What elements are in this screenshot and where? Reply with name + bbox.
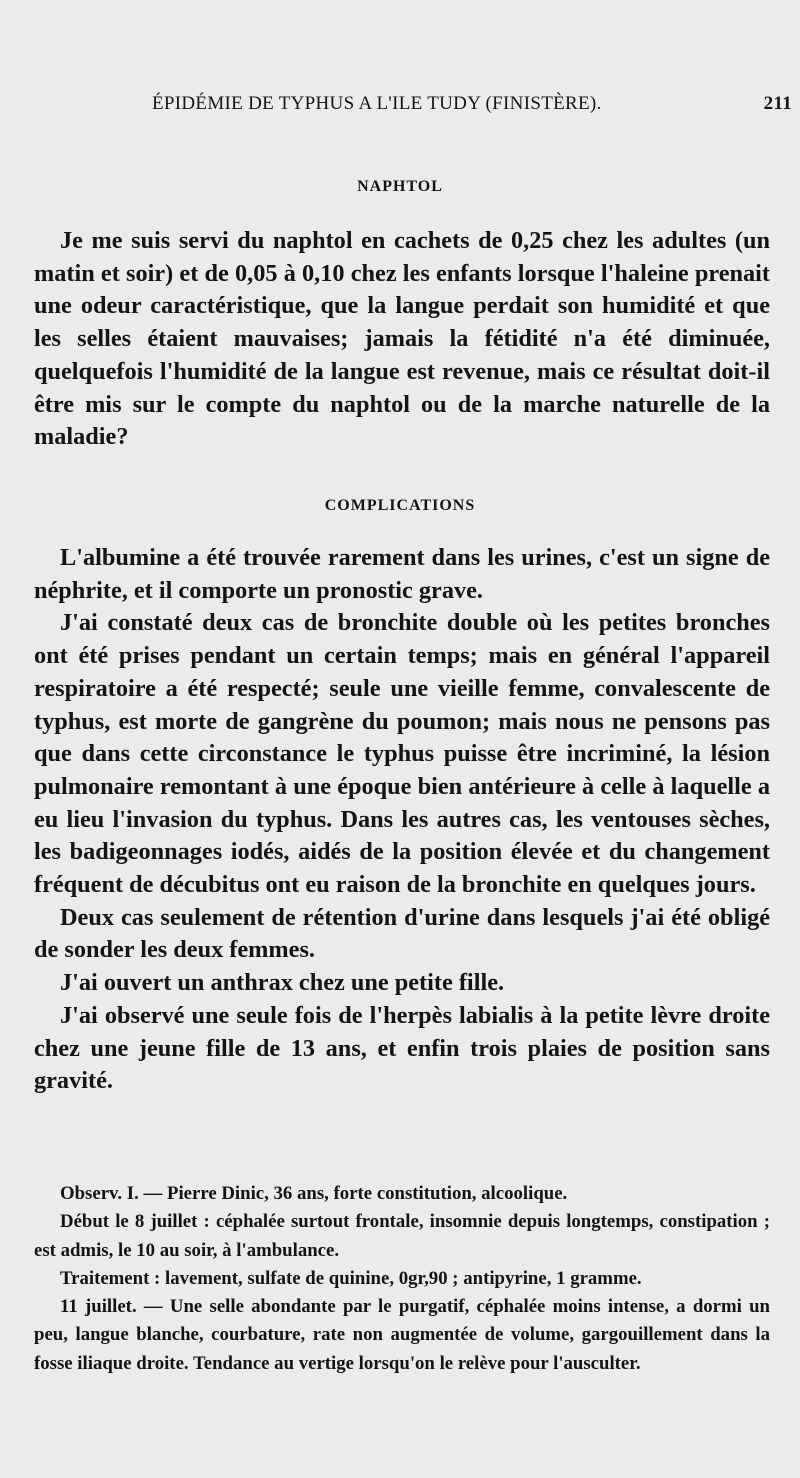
paragraph: J'ai constaté deux cas de bronchite double où les petites bronches ont été prises pendant un certain temps; mais en général l'appareil respiratoire a été respecté; seule une vieille femme, convalescente de typhus, est morte de gangrène du poumon; mais nous ne pensons pas que dans cette circonstance le typhus puisse être incriminé, la lésion pulmonaire remontant à une époque bien antérieure à celle à laquelle a eu lieu l'invasion du typhus. Dans les autres cas, les ventouses sèches, les badigeonnages iodés, aidés de la position élevée et du changement fréquent de décubitus ont eu raison de la bronchite en quelques jours. xyxy=(34,609,770,899)
observation-block xyxy=(34,1180,770,1378)
section-title-naphtol: NAPHTOL xyxy=(357,178,443,195)
paragraph: L'albumine a été trouvée rarement dans les urines, c'est un signe de néphrite, et il comporte un pronostic grave. xyxy=(34,544,770,604)
section-title-complications: COMPLICATIONS xyxy=(324,497,476,514)
paragraph: Traitement : lavement, sulfate de quinine, 0gr,90 ; antipyrine, 1 gramme. xyxy=(60,1267,642,1289)
observation-label: Observ. I. xyxy=(60,1183,139,1204)
paragraph: 11 juillet. — Une selle abondante par le purgatif, céphalée moins intense, a dormi un peu, langue blanche, courbature, rate non augmentée de volume, gargouillement dans la fosse iliaque droite. Tendance au vertige lorsqu'on le relève pour l'ausculter. xyxy=(34,1296,770,1374)
paragraph: Deux cas seulement de rétention d'urine dans lesquels j'ai été obligé de sonder les deux femmes. xyxy=(34,903,770,964)
running-header xyxy=(110,93,792,117)
paragraph: J'ai ouvert un anthrax chez une petite fille. xyxy=(60,969,505,997)
complications-body xyxy=(34,542,770,1098)
page-number: 211 xyxy=(763,93,792,114)
observation-intro xyxy=(34,1180,770,1208)
observation-text: — Pierre Dinic, 36 ans, forte constitution, alcoolique. xyxy=(143,1183,568,1204)
naphtol-body xyxy=(34,225,770,454)
paragraph: Je me suis servi du naphtol en cachets de 0,25 chez les adultes (un matin et soir) et de 0,05 à 0,10 chez les enfants lorsque l'haleine prenait une odeur caractéristique, que la langue perdait son humidité et que les selles étaient mauvaises; jamais la fétidité n'a été diminuée, quelquefois l'humidité de la langue est revenue, mais ce résultat doit-il être mis sur le compte du naphtol ou de la marche naturelle de la maladie? xyxy=(34,227,770,451)
paragraph: J'ai observé une seule fois de l'herpès labialis à la petite lèvre droite chez une jeune fille de 13 ans, et enfin trois plaies de position sans gravité. xyxy=(34,1001,770,1095)
paragraph: Début le 8 juillet : céphalée surtout frontale, insomnie depuis longtemps, constipation ; est admis, le 10 au soir, à l'ambulance. xyxy=(34,1211,770,1261)
header-title: ÉPIDÉMIE DE TYPHUS A L'ILE TUDY (FINISTÈRE). xyxy=(152,93,602,114)
